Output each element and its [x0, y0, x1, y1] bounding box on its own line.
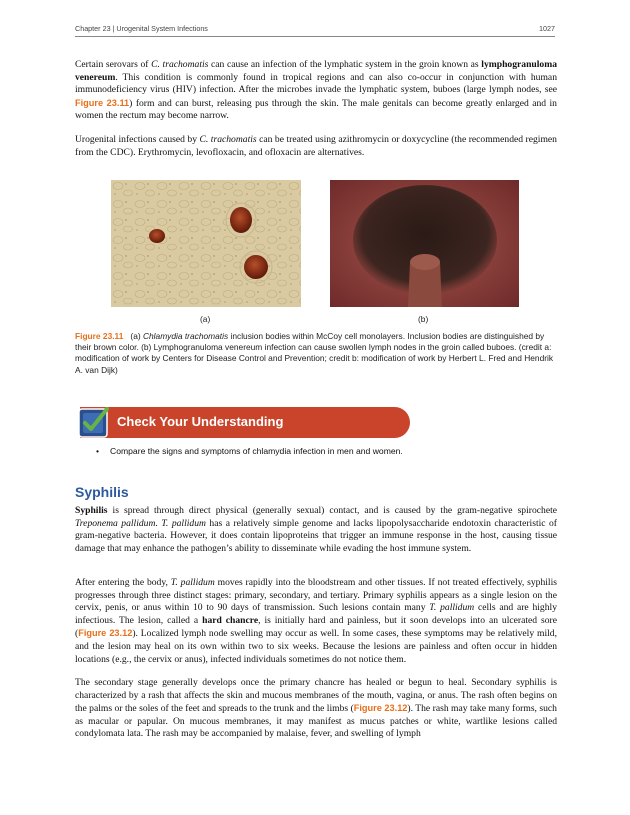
figure-caption: Figure 23.11 (a) Chlamydia trachomatis inclusion bodies within McCoy cell monolayers. Inclusion bodies are distinguished by their brown color. (b) Lymphogranuloma venereum infection can cause swollen lymph nodes in the groin called buboes. (credit a: modification of work by Centers for Disease Control and Prevention; credit b: modification of work by Herbert L. Fred and Hendrik A. van Dijk): [75, 331, 554, 375]
figure-number: Figure 23.11: [75, 331, 124, 341]
key-term: hard chancre: [202, 614, 259, 626]
section-heading: Syphilis: [75, 484, 129, 500]
organism-name: Treponema pallidum: [75, 517, 156, 529]
header-divider: [75, 36, 555, 37]
micrograph-inclusion-bodies-image: [111, 180, 301, 307]
figure-label-a: (a): [200, 314, 211, 324]
organism-name: C. trachomatis: [151, 59, 209, 70]
paragraph-syphilis-secondary: The secondary stage generally develops once the primary chancre has healed or begun to heal. Secondary syphilis is characterized by a rash that affects the skin and mucous membranes of the mouth, vagina, or anus. The rash often begins on the palms or the soles of the feet and spreads to the trunk and the limbs (Figure 23.12). The rash may take many forms, such as macular or papular. On mucous membranes, it may manifest as mucus patches or white, wartlike lesions called condylomata lata. The rash may be accompanied by malaise, fever, and swelling of lymph: [75, 677, 557, 740]
check-your-understanding-title: Check Your Understanding: [117, 414, 284, 429]
organism-name: T. pallidum: [161, 517, 206, 529]
organism-name: Chlamydia trachomatis: [142, 331, 229, 341]
checkmark-box-icon: [76, 404, 112, 440]
chapter-title: Chapter 23 | Urogenital System Infections: [75, 24, 208, 33]
figure-link[interactable]: Figure 23.12: [78, 628, 133, 639]
key-term: lymphogranuloma venereum: [75, 59, 557, 83]
figure-label-b: (b): [418, 314, 429, 324]
organism-name: C. trachomatis: [199, 134, 257, 145]
paragraph-syphilis-primary: After entering the body, T. pallidum moves rapidly into the bloodstream and other tissues. If not treated effectively, syphilis progresses through three distinct stages: primary, secondary, and tertiary. Primary syphilis appears as a single lesion on the cervix, penis, or anus within 10 to 90 days of transmission. Such lesions contain many T. pallidum cells and are highly infectious. The lesion, called a hard chancre, is initially hard and painless, but it soon develops into an ulcerated sore (Figure 23.12). Localized lymph node swelling may occur as well. In some cases, these symptoms may be relatively mild, and the lesion may heal on its own within two to six weeks. Because the lesions are painless and often occur in hidden locations (e.g., the cervix or anus), infected individuals sometimes do not notice them.: [75, 577, 557, 665]
page-number: 1027: [539, 24, 555, 33]
bullet-mark: •: [96, 446, 100, 456]
key-term: Syphilis: [75, 505, 108, 516]
figure-link[interactable]: Figure 23.11: [75, 97, 130, 108]
paragraph-syphilis-intro: Syphilis is spread through direct physical (generally sexual) contact, and is caused by the gram-negative spirochete Treponema pallidum. T. pallidum has a relatively simple genome and lacks lipopolysaccharide endotoxin characteristic of gram-negative bacteria. However, it does contain lipoproteins that trigger an immune response in the host, causing tissue damage that may enhance the pathogen’s ability to disseminate while evading the host immune system.: [75, 505, 558, 554]
running-header: [75, 24, 555, 36]
organism-name: T. pallidum: [429, 602, 475, 614]
organism-name: T. pallidum: [170, 577, 215, 588]
review-question-text: Compare the signs and symptoms of chlamydia infection in men and women.: [110, 446, 403, 456]
figure-link[interactable]: Figure 23.12: [353, 703, 408, 714]
paragraph-lgv: Certain serovars of C. trachomatis can cause an infection of the lymphatic system in the groin known as lymphogranuloma venereum. This condition is commonly found in tropical regions and can also co-occur in conjunction with human immunodeficiency virus (HIV) infection. After the microbes invade the lymphatic system, buboes (large lymph nodes, see Figure 23.11) form and can burst, releasing pus through the skin. The male genitals can become greatly enlarged and in women the rectum may become narrow.: [75, 59, 557, 122]
lymphogranuloma-venereum-photo: [330, 180, 519, 307]
paragraph-treatment: Urogenital infections caused by C. trachomatis can be treated using azithromycin or doxycycline (the recommended regimen from the CDC). Erythromycin, levofloxacin, and ofloxacin are alternatives.: [75, 134, 557, 158]
